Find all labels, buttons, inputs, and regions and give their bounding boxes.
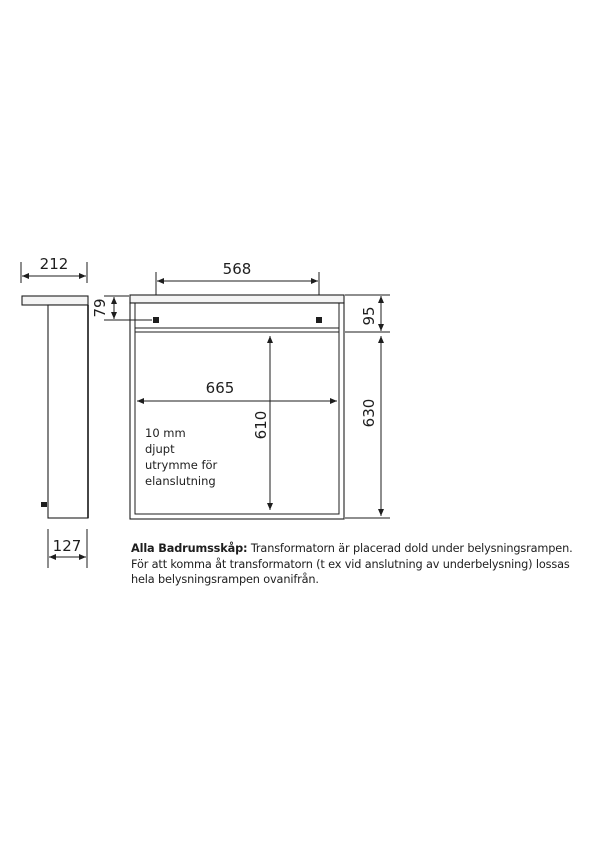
caption-line-3: hela belysningsrampen ovanifrån.: [131, 573, 319, 586]
side-connector: [41, 502, 47, 507]
caption-line-1: [131, 541, 586, 557]
dim-610-label: 610: [252, 410, 270, 440]
note-line-4: elanslutning: [145, 474, 216, 488]
note-line-2: djupt: [145, 442, 175, 456]
caption-lead: Alla Badrumsskåp:: [131, 542, 248, 555]
dim-665-label: 665: [205, 379, 235, 397]
caption-text-1: Transformatorn är placerad dold under belysningsrampen.: [247, 542, 573, 555]
lamp-left: [153, 317, 159, 323]
side-view: [21, 255, 88, 568]
lamp-right: [316, 317, 322, 323]
caption: [131, 541, 586, 588]
dim-568-label: 568: [222, 260, 252, 278]
note-line-3: utrymme för: [145, 458, 218, 472]
side-light-ramp: [22, 296, 88, 305]
dim-212-label: 212: [39, 255, 69, 273]
side-cabinet-body: [48, 305, 88, 518]
dim-79-label: 79: [91, 298, 109, 318]
front-view: [91, 260, 390, 519]
note-line-1: 10 mm: [145, 426, 186, 440]
dim-630-label: 630: [360, 398, 378, 428]
caption-line-2: För att komma åt transformatorn (t ex vid anslutning av underbelysning) lossas: [131, 557, 570, 571]
dim-95-label: 95: [360, 306, 378, 326]
front-light-ramp-top: [130, 295, 344, 303]
dim-127-label: 127: [52, 537, 82, 555]
